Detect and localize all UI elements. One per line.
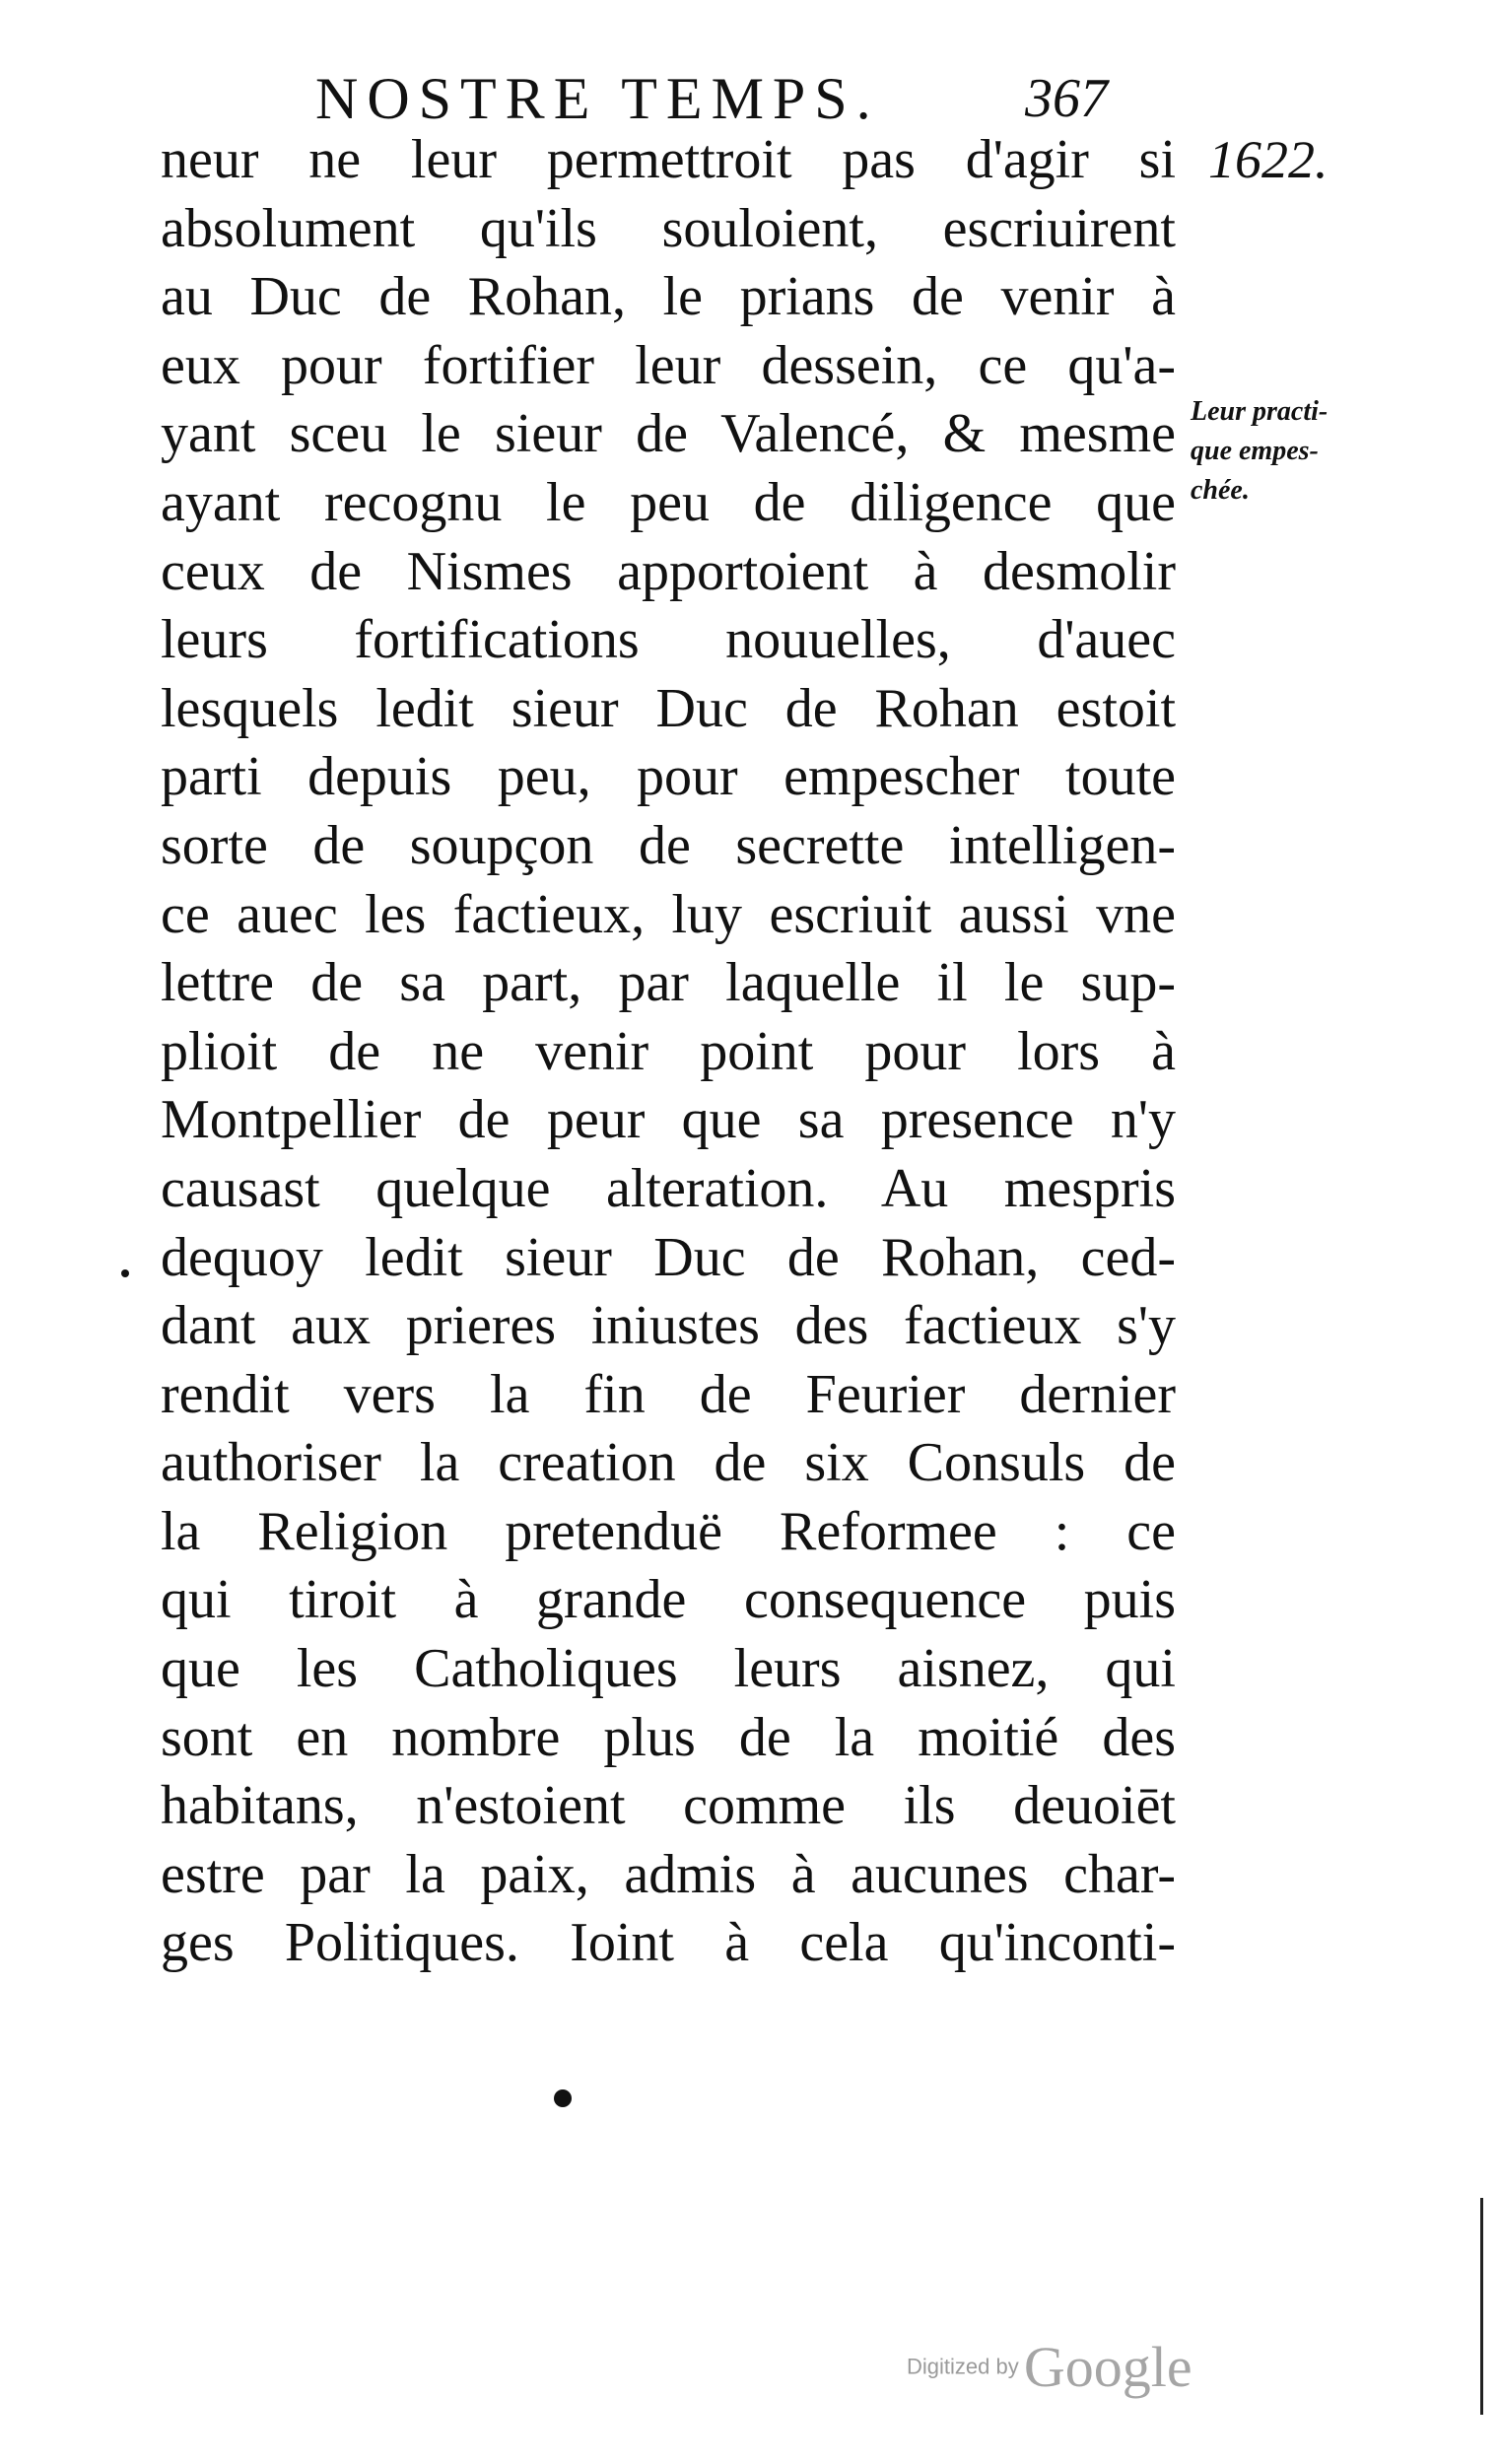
text-line: ce auec les factieux, luy escriuit aussi vne: [161, 883, 1176, 945]
text-line: dant aux prieres iniustes des factieux s'y: [161, 1295, 1176, 1357]
google-logo: Google: [1023, 2335, 1192, 2399]
text-line: absolument qu'ils souloient, escriuirent: [161, 197, 1176, 259]
text-line: ges Politiques. Ioint à cela qu'inconti-: [161, 1912, 1176, 1974]
text-line: estre par la paix, admis à aucunes char-: [161, 1843, 1176, 1905]
ink-speck: [121, 1269, 129, 1277]
text-line: que les Catholiques leurs aisnez, qui: [161, 1638, 1176, 1700]
text-line: sorte de soupçon de secrette intelligen-: [161, 814, 1176, 876]
text-line: rendit vers la fin de Feurier dernier: [161, 1363, 1176, 1425]
text-line: parti depuis peu, pour empescher toute: [161, 746, 1176, 808]
text-line: Montpellier de peur que sa presence n'y: [161, 1089, 1176, 1151]
digitized-watermark: [907, 2334, 1192, 2400]
text-line: sont en nombre plus de la moitié des: [161, 1706, 1176, 1768]
watermark-prefix: Digitized by: [907, 2354, 1019, 2379]
text-line: lettre de sa part, par laquelle il le sup-: [161, 952, 1176, 1014]
text-line: plioit de ne venir point pour lors à: [161, 1020, 1176, 1082]
text-line: neur ne leur permettroit pas d'agir si: [161, 129, 1176, 190]
margin-year: 1622.: [1208, 130, 1329, 189]
text-line: lesquels ledit sieur Duc de Rohan estoit: [161, 677, 1176, 739]
margin-note-line: que empes-: [1191, 436, 1319, 466]
ink-dot: [554, 2089, 572, 2107]
text-line: yant sceu le sieur de Valencé, & mesme: [161, 403, 1176, 465]
text-line: dequoy ledit sieur Duc de Rohan, ced-: [161, 1226, 1176, 1288]
margin-note-line: chée.: [1191, 475, 1250, 506]
body-text: [161, 126, 1176, 1978]
page-number: 367: [1025, 68, 1108, 129]
text-line: au Duc de Rohan, le prians de venir à: [161, 266, 1176, 328]
text-line: eux pour fortifier leur dessein, ce qu'a-: [161, 334, 1176, 396]
margin-note-line: Leur practi-: [1191, 396, 1329, 427]
text-line: la Religion pretenduë Reformee : ce: [161, 1500, 1176, 1562]
margin-note: [1191, 392, 1388, 511]
text-line: leurs fortifications nouuelles, d'auec: [161, 609, 1176, 671]
text-line: ayant recognu le peu de diligence que: [161, 471, 1176, 533]
text-line: qui tiroit à grande consequence puis: [161, 1569, 1176, 1631]
text-line: habitans, n'estoient comme ils deuoiēt: [161, 1775, 1176, 1837]
text-line: authoriser la creation de six Consuls de: [161, 1432, 1176, 1494]
edge-rule: [1480, 2198, 1483, 2415]
text-line: ceux de Nismes apportoient à desmolir: [161, 540, 1176, 602]
running-title: NOSTRE TEMPS.: [315, 66, 880, 131]
text-line: causast quelque alteration. Au mespris: [161, 1157, 1176, 1219]
